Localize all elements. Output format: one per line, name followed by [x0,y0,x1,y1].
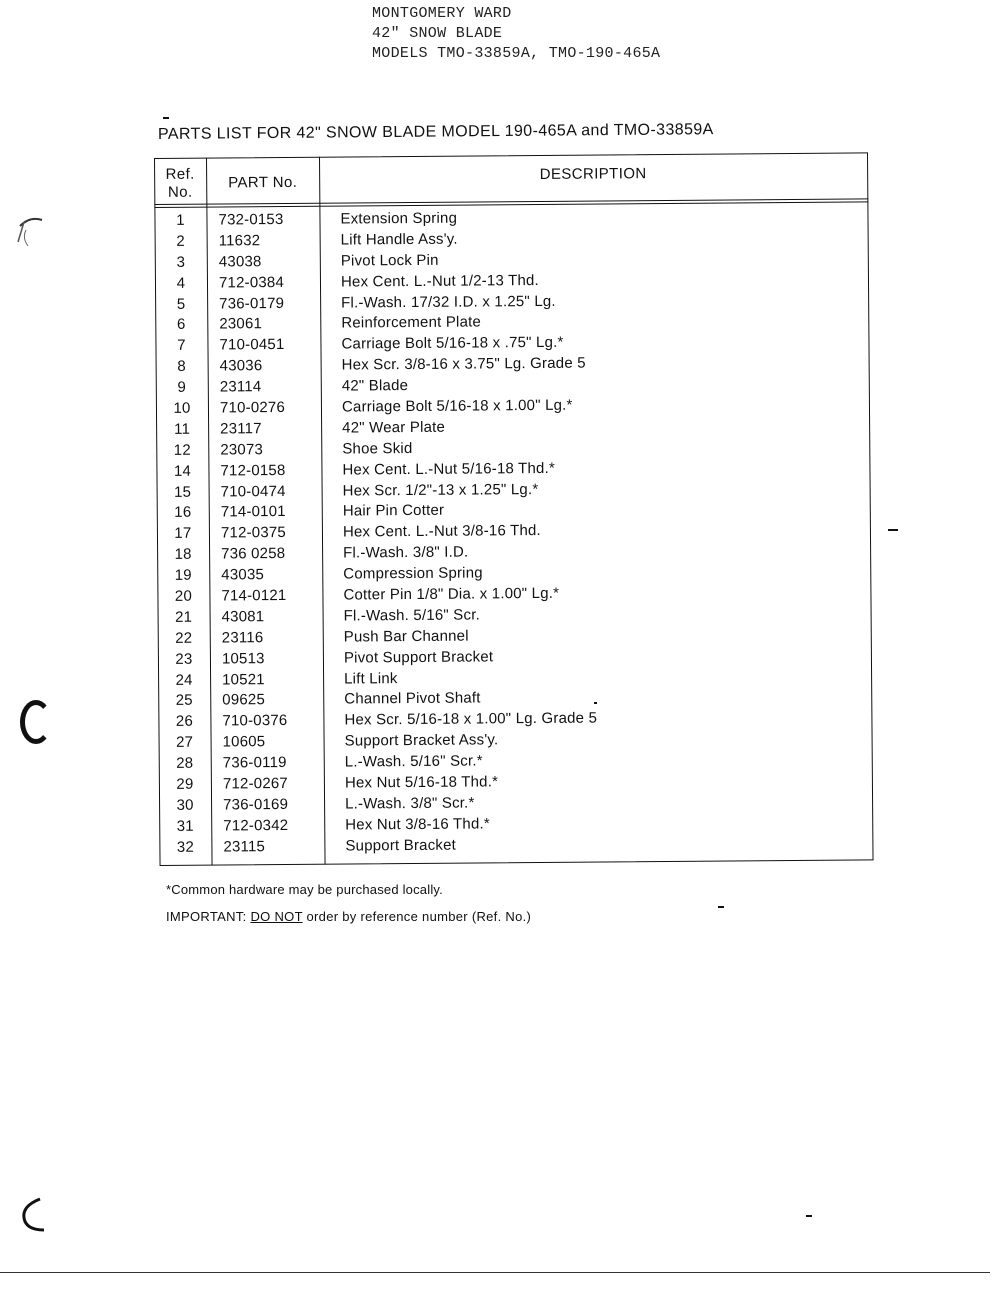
ref-no: 17 [174,525,192,543]
ref-no: 1 [176,211,185,229]
margin-dash-mark [888,529,898,531]
part-no: 710-0474 [220,482,286,501]
part-no: 11632 [218,232,261,250]
important-emphasis: DO NOT [250,909,303,924]
important-label: IMPORTANT: [166,909,247,924]
ref-no: 3 [176,253,186,271]
description: Fl.-Wash. 3/8" I.D. [343,543,469,562]
ref-no: 7 [177,337,186,355]
punch-hole-arc [24,1199,44,1230]
ref-no: 32 [176,838,195,856]
description: Pivot Support Bracket [343,648,494,667]
part-no: 23115 [223,837,266,856]
ref-no: 2 [176,232,185,250]
part-no: 712-0267 [222,775,288,793]
description: Hex Cent. L.-Nut 5/16-18 Thd.* [342,459,556,479]
description: Hair Pin Cotter [342,502,445,520]
description: Compression Spring [343,564,483,583]
typed-header-product: 42" SNOW BLADE [372,25,503,42]
typed-header [372,4,660,64]
description: Support Bracket [345,836,457,855]
description: Lift Link [344,669,398,688]
description: 42" Blade [341,377,409,395]
ref-no: 8 [177,357,186,376]
description: Support Bracket Ass'y. [344,731,499,750]
header-part-no: PART No. [228,173,298,192]
part-no: 43036 [219,357,263,375]
part-no: 23114 [219,378,262,396]
description: Channel Pivot Shaft [344,689,481,709]
page-title: PARTS LIST FOR 42" SNOW BLADE MODEL 190-465A and TMO-33859A [157,121,714,143]
ref-no: 18 [174,545,192,564]
part-no: 712-0158 [220,461,286,480]
stray-dash-mark [163,117,169,119]
description: Lift Handle Ass'y. [340,230,458,249]
ref-no: 20 [174,587,193,605]
part-no: 43081 [221,608,265,626]
description: Hex Scr. 5/16-18 x 1.00" Lg. Grade 5 [344,709,598,729]
part-no: 712-0342 [223,816,289,835]
description: Cotter Pin 1/8" Dia. x 1.00" Lg.* [343,584,560,604]
description: Hex Nut 3/8-16 Thd.* [345,815,490,834]
table-body [154,204,873,857]
description: L.-Wash. 3/8" Scr.* [345,794,475,813]
part-no: 712-0384 [218,273,285,292]
description: Pivot Lock Pin [340,251,439,270]
description: Extension Spring [340,209,458,228]
ref-no: 21 [174,608,193,626]
part-no: 736-0119 [222,754,287,772]
margin-dash-mark [718,906,724,908]
typed-header-models: MODELS TMO-33859A, TMO-190-465A [372,45,661,62]
scan-mark-top-left [12,212,46,252]
ref-no: 11 [174,420,191,438]
description: Carriage Bolt 5/16-18 x .75" Lg.* [341,334,564,353]
part-no: 710-0451 [219,336,285,354]
part-no: 712-0375 [220,524,287,542]
part-no: 23117 [220,420,262,438]
part-no: 714-0121 [221,587,287,605]
description: Hex Scr. 1/2"-13 x 1.25" Lg.* [342,480,539,500]
ref-no: 26 [175,713,194,731]
ref-no: 15 [174,483,192,501]
ref-no: 14 [173,462,192,480]
part-no: 736-0169 [223,795,289,814]
header-description: DESCRIPTION [539,165,647,183]
parts-table [154,152,874,866]
ref-no: 9 [177,378,187,396]
description: Fl.-Wash. 5/16" Scr. [343,606,480,625]
description: Push Bar Channel [343,627,469,646]
footnote: *Common hardware may be purchased locally. [166,882,443,897]
scan-bottom-rule [0,1272,990,1273]
ref-no: 27 [175,733,194,752]
part-no: 714-0101 [220,503,286,521]
ref-no: 23 [175,650,193,668]
header-ref-line2: No. [167,183,193,201]
ref-no: 24 [175,671,193,689]
part-no: 23073 [220,440,264,459]
part-no: 43038 [218,252,262,271]
part-no: 710-0276 [219,398,286,417]
ref-no: 5 [176,295,186,313]
part-no: 23061 [219,315,263,333]
part-no: 736-0179 [219,294,285,313]
part-no: 43035 [221,566,265,584]
ref-no: 31 [176,817,194,835]
header-ref [154,166,206,202]
margin-dash-mark [806,1215,812,1217]
typed-header-brand: MONTGOMERY WARD [372,5,512,22]
ref-no: 29 [176,775,194,793]
ref-no: 12 [173,441,191,459]
part-no: 10521 [222,670,265,689]
part-no: 23116 [221,628,264,647]
important-note [166,909,531,924]
description: Fl.-Wash. 17/32 I.D. x 1.25" Lg. [341,292,556,312]
ref-no: 10 [173,399,191,417]
description: Carriage Bolt 5/16-18 x 1.00" Lg.* [341,396,573,416]
ref-no: 25 [175,692,193,710]
important-text: order by reference number (Ref. No.) [306,909,532,924]
ref-no: 28 [176,754,194,773]
punch-hole-mark-middle [20,700,52,744]
part-no: 710-0376 [222,712,288,730]
ref-no: 6 [176,316,186,334]
scan-mark-stroke [24,230,28,246]
margin-dot-mark [594,702,597,704]
ref-no: 30 [176,796,194,814]
ref-no: 4 [176,274,186,292]
header-ref-line1: Ref. [165,165,195,183]
part-no: 10513 [221,649,265,668]
description: Hex Cent. L.-Nut 3/8-16 Thd. [342,522,541,541]
ref-no: 22 [175,629,193,647]
part-no: 736 0258 [221,545,286,563]
description: Hex Scr. 3/8-16 x 3.75" Lg. Grade 5 [341,354,586,374]
description: Hex Cent. L.-Nut 1/2-13 Thd. [340,271,539,291]
ref-no: 19 [174,566,192,584]
part-no: 732-0153 [218,210,284,229]
description: Shoe Skid [342,439,413,458]
description: L.-Wash. 5/16" Scr.* [344,752,483,771]
ref-no: 16 [174,504,192,522]
punch-hole-mark-bottom [18,1196,58,1234]
part-no: 10605 [222,733,266,751]
description: Hex Nut 5/16-18 Thd.* [344,773,499,792]
description: 42" Wear Plate [342,418,446,437]
part-no: 09625 [222,691,266,709]
description: Reinforcement Plate [341,313,482,332]
